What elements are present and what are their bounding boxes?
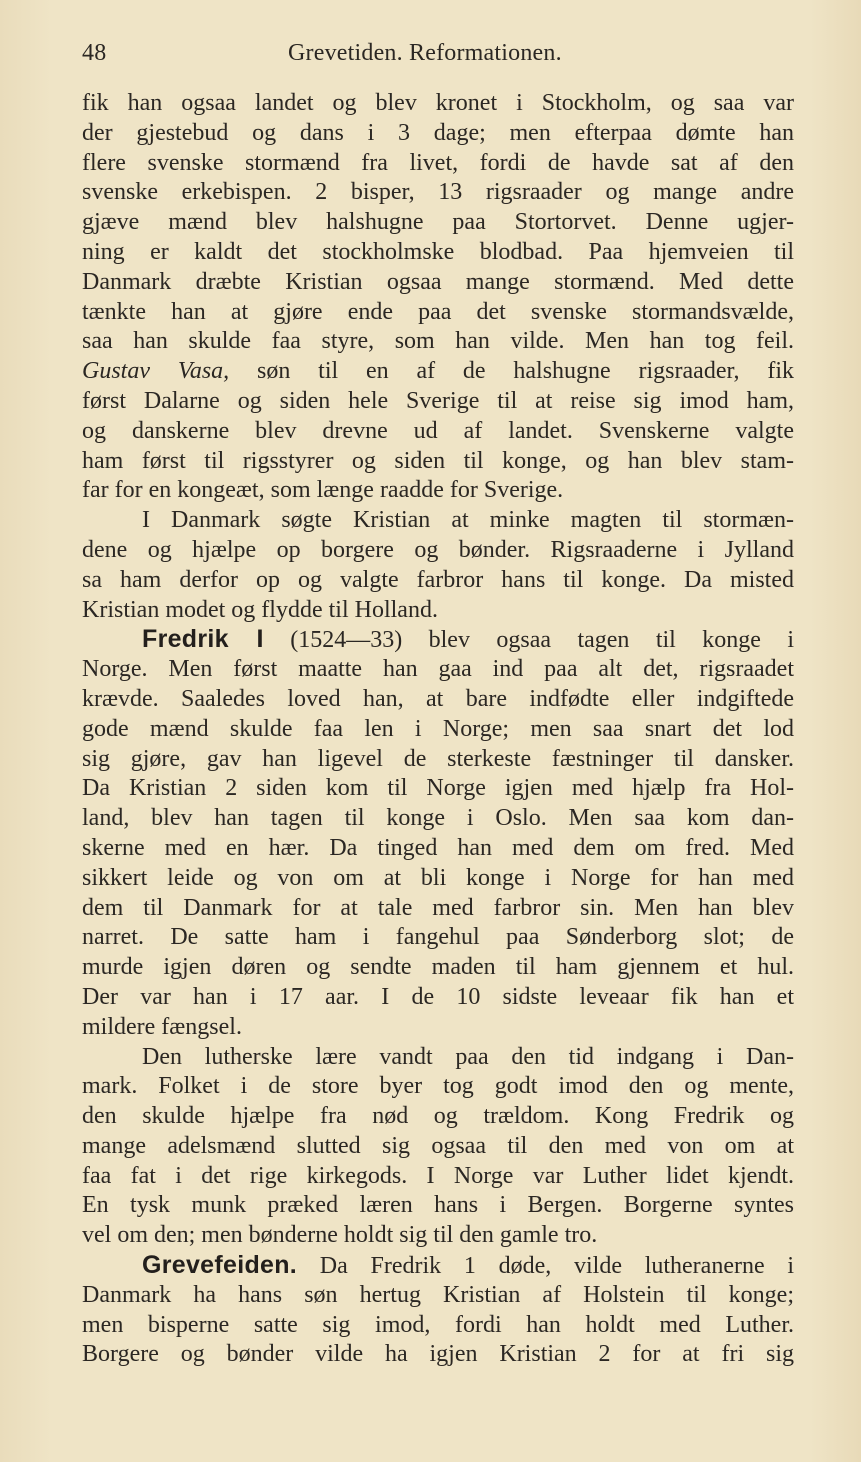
line-text: mange adelsmænd slutted sig ogsaa til den med von om at xyxy=(82,1132,794,1159)
text-line xyxy=(82,625,794,655)
line-text: dem til Danmark for at tale med farbror sin. Men han blev xyxy=(82,894,794,921)
text-line xyxy=(82,1191,794,1221)
text-line xyxy=(82,89,794,119)
text-line xyxy=(82,655,794,685)
text-line xyxy=(82,506,794,536)
text-line xyxy=(82,1043,794,1073)
text-line xyxy=(82,953,794,983)
text-line xyxy=(82,387,794,417)
text-line xyxy=(82,536,794,566)
line-text: sikkert leide og von om at bli konge i Norge for han med xyxy=(82,864,794,891)
section-heading: Fredrik I xyxy=(142,625,264,654)
line-text: Den lutherske lære vandt paa den tid indgang i Dan- xyxy=(142,1043,794,1070)
text-line xyxy=(82,774,794,804)
text-line xyxy=(82,1102,794,1132)
text-line xyxy=(82,357,794,387)
line-text: fik han ogsaa landet og blev kronet i Stockholm, og saa var xyxy=(82,90,794,116)
line-text: søn til en af de halshugne rigsraader, fik xyxy=(256,358,794,385)
line-text: sa ham derfor op og valgte farbror hans til konge. Da misted xyxy=(82,566,794,593)
line-text: Borgere og bønder vilde ha igjen Kristian 2 for at fri sig xyxy=(82,1341,794,1368)
text-line xyxy=(82,745,794,775)
running-title: Grevetiden. Reformationen. xyxy=(288,40,562,66)
line-text: far for en kongeæt, som længe raadde for Sverige. xyxy=(82,477,564,504)
line-text: land, blev han tagen til konge i Oslo. Men saa kom dan- xyxy=(82,805,794,832)
line-text: der gjestebud og dans i 3 dage; men efterpaa dømte han xyxy=(82,119,794,146)
text-line xyxy=(82,208,794,238)
line-text: gjæve mænd blev halshugne paa Stortorvet. Denne ugjer- xyxy=(82,209,794,236)
text-line xyxy=(82,834,794,864)
line-text: flere svenske stormænd fra livet, fordi de havde sat af den xyxy=(82,149,794,176)
text-line xyxy=(82,983,794,1013)
text-line xyxy=(82,1162,794,1192)
text-line xyxy=(82,1281,794,1311)
line-text: og danskerne blev drevne ud af landet. Svenskerne valgte xyxy=(82,417,794,444)
line-text: saa han skulde faa styre, som han vilde. Men han tog feil. xyxy=(82,328,794,355)
line-text: men bisperne satte sig imod, fordi han holdt med Luther. xyxy=(82,1311,794,1338)
body-text xyxy=(82,89,794,1370)
line-text: svenske erkebispen. 2 bisper, 13 rigsraader og mange andre xyxy=(82,179,794,206)
line-text: mark. Folket i de store byer tog godt imod den og mente, xyxy=(82,1073,794,1100)
line-text: tænkte han at gjøre ende paa det svenske stormandsvælde, xyxy=(82,298,794,325)
text-line xyxy=(82,685,794,715)
section-heading: Grevefeiden. xyxy=(142,1251,298,1280)
text-line xyxy=(82,864,794,894)
line-text: først Dalarne og siden hele Sverige til at reise sig imod ham, xyxy=(82,387,794,414)
line-text: ham først til rigsstyrer og siden til konge, og han blev stam- xyxy=(82,447,794,474)
line-text: skerne med en hær. Da tinged han med dem om fred. Med xyxy=(82,834,794,861)
text-line xyxy=(82,476,794,506)
text-line xyxy=(82,804,794,834)
emphasized-name: Gustav Vasa, xyxy=(82,358,230,385)
text-line xyxy=(82,1251,794,1281)
line-text: Der var han i 17 aar. I de 10 sidste leveaar fik han et xyxy=(82,983,794,1010)
line-text: murde igjen døren og sendte maden til ham gjennem et hul. xyxy=(82,954,794,981)
page-header xyxy=(82,40,794,74)
line-text: (1524—33) blev ogsaa tagen til konge i xyxy=(290,627,795,654)
text-line xyxy=(82,1340,794,1370)
page-number: 48 xyxy=(82,40,107,66)
line-text: mildere fængsel. xyxy=(82,1013,242,1040)
text-line xyxy=(82,119,794,149)
line-text: vel om den; men bønderne holdt sig til den gamle tro. xyxy=(82,1222,598,1249)
text-line xyxy=(82,447,794,477)
line-text: sig gjøre, gav han ligevel de sterkeste fæstninger til dansker. xyxy=(82,745,794,772)
text-line xyxy=(82,298,794,328)
text-line xyxy=(82,178,794,208)
text-line xyxy=(82,715,794,745)
text-line xyxy=(82,923,794,953)
line-text: Norge. Men først maatte han gaa ind paa alt det, rigsraadet xyxy=(82,656,794,683)
text-line xyxy=(82,327,794,357)
text-line xyxy=(82,417,794,447)
text-line xyxy=(82,566,794,596)
line-text: Kristian modet og flydde til Holland. xyxy=(82,596,438,623)
line-text: Danmark dræbte Kristian ogsaa mange stormænd. Med dette xyxy=(82,268,794,295)
line-text: En tysk munk præked læren hans i Bergen. Borgerne syntes xyxy=(82,1192,794,1219)
text-line xyxy=(82,894,794,924)
line-text: krævde. Saaledes loved han, at bare indfødte eller indgiftede xyxy=(82,685,794,712)
line-text: Da Kristian 2 siden kom til Norge igjen med hjælp fra Hol- xyxy=(82,775,794,802)
line-text: faa fat i det rige kirkegods. I Norge var Luther lidet kjendt. xyxy=(82,1162,794,1189)
text-line xyxy=(82,149,794,179)
line-text: narret. De satte ham i fangehul paa Sønderborg slot; de xyxy=(82,924,794,951)
line-text: I Danmark søgte Kristian at minke magten til stormæn- xyxy=(142,507,794,534)
line-text: Da Fredrik 1 døde, vilde lutheranerne i xyxy=(319,1253,795,1280)
text-line xyxy=(82,1072,794,1102)
line-text: ning er kaldt det stockholmske blodbad. Paa hjemveien til xyxy=(82,238,794,265)
line-text: dene og hjælpe op borgere og bønder. Rigsraaderne i Jylland xyxy=(82,536,794,563)
text-line xyxy=(82,268,794,298)
line-text: Danmark ha hans søn hertug Kristian af Holstein til konge; xyxy=(82,1281,794,1308)
text-line xyxy=(82,1132,794,1162)
text-line xyxy=(82,238,794,268)
line-text: den skulde hjælpe fra nød og trældom. Kong Fredrik og xyxy=(82,1103,794,1130)
text-line xyxy=(82,596,794,626)
text-line xyxy=(82,1221,794,1251)
text-line xyxy=(82,1311,794,1341)
text-line xyxy=(82,1013,794,1043)
line-text: gode mænd skulde faa len i Norge; men saa snart det lod xyxy=(82,715,794,742)
